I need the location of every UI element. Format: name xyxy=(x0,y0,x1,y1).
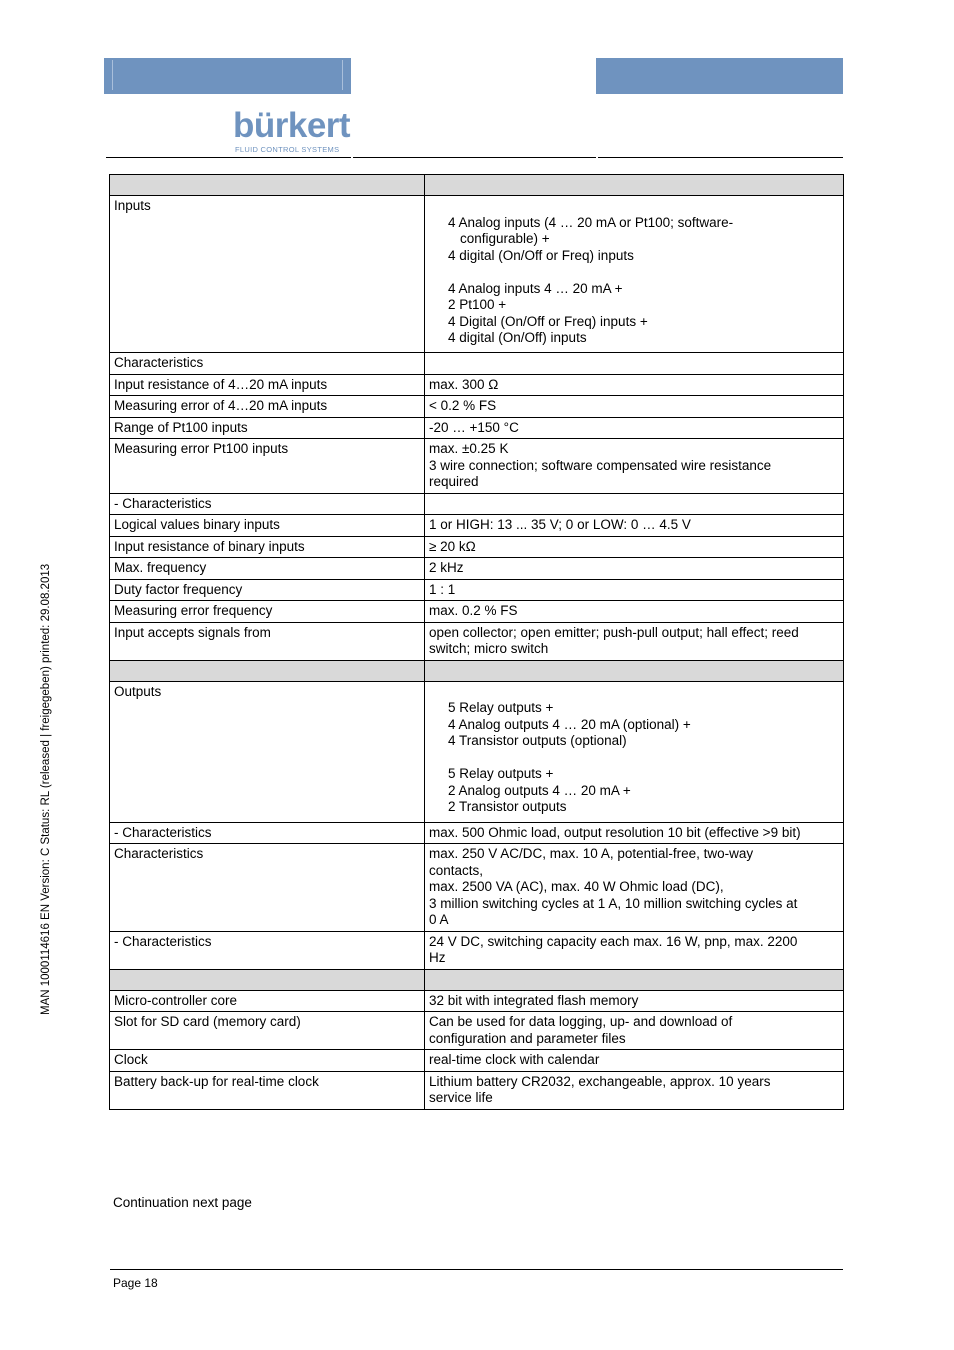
row-value: real-time clock with calendar xyxy=(425,1050,844,1072)
row-value xyxy=(425,1071,844,1109)
value-line: 4 digital (On/Off or Freq) inputs xyxy=(448,247,634,263)
table-row xyxy=(110,1050,844,1072)
row-label: Micro-controller core xyxy=(110,990,425,1012)
table-row xyxy=(110,931,844,969)
row-value: < 0.2 % FS xyxy=(425,396,844,418)
table-header-cell xyxy=(110,175,425,196)
row-value: 2 kHz xyxy=(425,558,844,580)
table-row xyxy=(110,558,844,580)
table-header-cell xyxy=(425,660,844,681)
row-value xyxy=(425,681,844,822)
row-label: - Characteristics xyxy=(110,822,425,844)
continuation-note: Continuation next page xyxy=(113,1195,252,1210)
header-bar-right xyxy=(596,58,843,94)
value-line: max. 250 V AC/DC, max. 10 A, potential-free, two-way xyxy=(429,846,754,861)
page-number: Page 18 xyxy=(113,1276,158,1290)
row-label: Range of Pt100 inputs xyxy=(110,417,425,439)
row-label: Input accepts signals from xyxy=(110,622,425,660)
table-header-cell xyxy=(425,175,844,196)
table-row xyxy=(110,822,844,844)
header-bar-notch xyxy=(112,60,113,90)
value-line: 5 Relay outputs + xyxy=(448,700,554,715)
row-label: Measuring error of 4…20 mA inputs xyxy=(110,396,425,418)
row-label: Characteristics xyxy=(110,353,425,375)
row-value xyxy=(425,1012,844,1050)
row-value: max. 300 Ω xyxy=(425,374,844,396)
row-label: Measuring error Pt100 inputs xyxy=(110,439,425,494)
value-line: configuration and parameter files xyxy=(429,1030,626,1046)
value-line: 5 Relay outputs + xyxy=(448,766,554,781)
row-label: Measuring error frequency xyxy=(110,601,425,623)
row-label: Logical values binary inputs xyxy=(110,515,425,537)
value-line: switch; micro switch xyxy=(429,641,549,656)
footer-rule xyxy=(110,1269,843,1270)
row-label: Clock xyxy=(110,1050,425,1072)
value-line: max. ±0.25 K xyxy=(429,441,509,456)
value-line: 4 Digital (On/Off or Freq) inputs + xyxy=(448,313,648,329)
row-value: max. 500 Ohmic load, output resolution 10 bit (effective >9 bit) xyxy=(425,822,844,844)
table-row xyxy=(110,601,844,623)
header-rule xyxy=(106,157,843,158)
row-label: Slot for SD card (memory card) xyxy=(110,1012,425,1050)
value-line xyxy=(448,750,839,767)
row-label: Battery back-up for real-time clock xyxy=(110,1071,425,1109)
value-line: 2 Pt100 + xyxy=(448,297,507,312)
row-value: max. 0.2 % FS xyxy=(425,601,844,623)
row-label: Characteristics xyxy=(110,844,425,932)
table-header-row xyxy=(110,969,844,990)
value-line: 0 A xyxy=(429,912,449,927)
row-value xyxy=(425,622,844,660)
table-header-row xyxy=(110,660,844,681)
table-header-cell xyxy=(425,969,844,990)
row-value xyxy=(425,353,844,375)
value-line: 4 digital (On/Off) inputs xyxy=(448,330,587,345)
value-line: 4 Analog outputs 4 … 20 mA (optional) + xyxy=(448,716,691,732)
row-value xyxy=(425,439,844,494)
row-label: Duty factor frequency xyxy=(110,579,425,601)
table-row xyxy=(110,990,844,1012)
logo-word: bürkert xyxy=(233,106,351,145)
row-value xyxy=(425,493,844,515)
row-value: 1 : 1 xyxy=(425,579,844,601)
row-label: Outputs xyxy=(110,681,425,822)
row-value xyxy=(425,931,844,969)
value-line: 24 V DC, switching capacity each max. 16 W, pnp, max. 2200 xyxy=(429,933,798,949)
header-bar-left xyxy=(104,58,351,94)
row-value: ≥ 20 kΩ xyxy=(425,536,844,558)
table-header-row xyxy=(110,175,844,196)
document-status-note: MAN 1000114616 EN Version: C Status: RL (released | freigegeben) printed: 29.08.2013 xyxy=(40,563,52,1015)
table-section-row xyxy=(110,353,844,375)
row-label: Input resistance of 4…20 mA inputs xyxy=(110,374,425,396)
value-line: Can be used for data logging, up- and download of xyxy=(429,1014,733,1029)
header-rule-gap xyxy=(596,157,598,158)
value-line xyxy=(448,198,839,215)
value-line: 2 Transistor outputs xyxy=(448,799,567,814)
table-row xyxy=(110,579,844,601)
table-row xyxy=(110,622,844,660)
table-row xyxy=(110,844,844,932)
value-line: Hz xyxy=(429,950,446,965)
row-value: 32 bit with integrated flash memory xyxy=(425,990,844,1012)
table-row xyxy=(110,396,844,418)
value-line: open collector; open emitter; push-pull output; hall effect; reed xyxy=(429,624,799,640)
table-row xyxy=(110,536,844,558)
row-value xyxy=(425,196,844,353)
value-line: max. 2500 VA (AC), max. 40 W Ohmic load (DC), xyxy=(429,879,724,894)
row-label: Max. frequency xyxy=(110,558,425,580)
value-line: 3 million switching cycles at 1 A, 10 million switching cycles at xyxy=(429,895,798,911)
row-label: Input resistance of binary inputs xyxy=(110,536,425,558)
table-row xyxy=(110,1071,844,1109)
value-line: contacts, xyxy=(429,862,484,878)
table-section-row xyxy=(110,493,844,515)
value-line: required xyxy=(429,474,479,489)
header-bar-notch xyxy=(342,60,343,90)
logo-tagline: FLUID CONTROL SYSTEMS xyxy=(235,145,340,154)
row-label: - Characteristics xyxy=(110,931,425,969)
row-label: - Characteristics xyxy=(110,493,425,515)
table-row xyxy=(110,374,844,396)
value-line: 3 wire connection; software compensated wire resistance xyxy=(429,457,772,473)
value-line: 4 Transistor outputs (optional) xyxy=(448,733,627,748)
value-line: 4 Analog inputs (4 … 20 mA or Pt100; software- xyxy=(448,214,734,230)
table-row xyxy=(110,196,844,353)
table-header-cell xyxy=(110,660,425,681)
table-row xyxy=(110,515,844,537)
table-header-cell xyxy=(110,969,425,990)
value-line: configurable) + xyxy=(460,231,550,246)
row-value: 1 or HIGH: 13 ... 35 V; 0 or LOW: 0 … 4.5 V xyxy=(425,515,844,537)
specification-table xyxy=(109,174,844,1110)
value-line: Lithium battery CR2032, exchangeable, approx. 10 years xyxy=(429,1073,771,1089)
value-line: 4 Analog inputs 4 … 20 mA + xyxy=(448,280,623,296)
burkert-logo xyxy=(233,104,351,156)
value-line xyxy=(448,684,839,701)
row-label: Inputs xyxy=(110,196,425,353)
row-value: -20 … +150 °C xyxy=(425,417,844,439)
table-row xyxy=(110,417,844,439)
row-value xyxy=(425,844,844,932)
table-row xyxy=(110,1012,844,1050)
table-row xyxy=(110,681,844,822)
table-row xyxy=(110,439,844,494)
value-line xyxy=(448,264,839,281)
value-line: 2 Analog outputs 4 … 20 mA + xyxy=(448,782,631,798)
header-rule-gap xyxy=(351,157,353,158)
value-line: service life xyxy=(429,1090,493,1105)
